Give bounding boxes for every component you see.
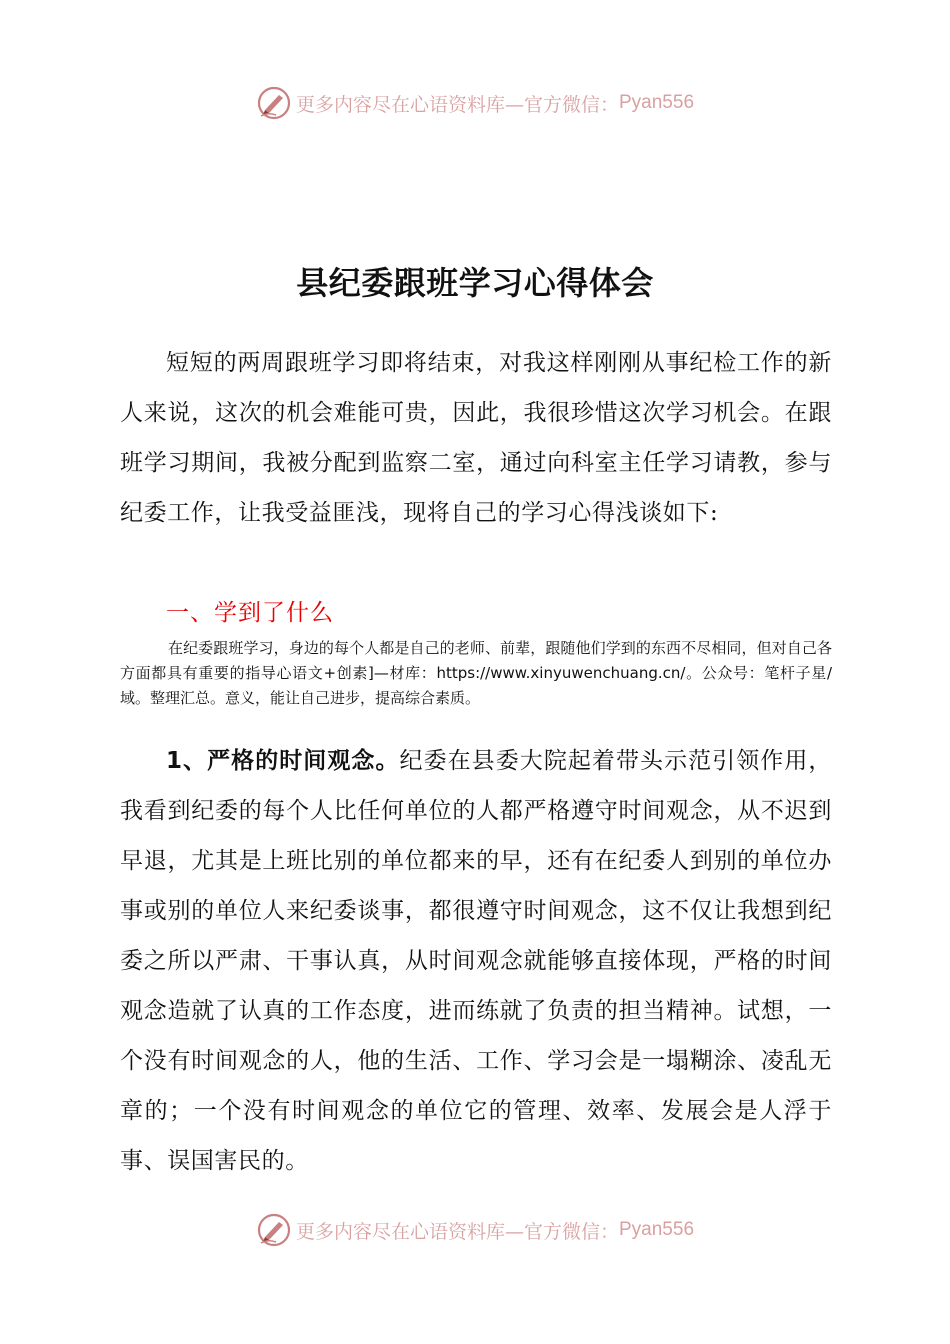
pen-logo-icon	[256, 1212, 292, 1248]
section-heading: 一、学到了什么	[166, 600, 334, 626]
pen-logo-icon	[256, 85, 292, 121]
footer-watermark	[0, 1208, 950, 1252]
document-title: 县纪委跟班学习心得体会	[296, 264, 654, 302]
intro-paragraph: 短短的两周跟班学习即将结束，对我这样刚刚从事纪检工作的新人来说，这次的机会难能可贵，因此，我很珍惜这次学习机会。在跟班学习期间，我被分配到监察二室，通过向科室主任学习请教，参与纪委工作，让我受益匪浅，现将自己的学习心得浅谈如下:	[120, 350, 832, 526]
section-paragraph-text: 在纪委跟班学习，身边的每个人都是自己的老师、前辈，跟随他们学到的东西不尽相同，但对自己各方面都具有重要的指导心语文+创素]—材库：https://www.xinyuwenchuang.cn/。公众号：笔杆子星/域。整理汇总。意义，能让自己进步，提高综合素质。	[120, 639, 832, 707]
section-paragraph	[120, 636, 832, 711]
header-watermark	[0, 81, 950, 125]
watermark-text: 更多内容尽在心语资料库—官方微信：	[295, 93, 619, 116]
watermark-wechat-id: Pyan556	[619, 92, 695, 113]
point-lead: 1、严格的时间观念。	[166, 748, 400, 774]
point-text: 纪委在县委大院起着带头示范引领作用，我看到纪委的每个人比任何单位的人都严格遵守时间观念，从不迟到早退，尤其是上班比别的单位都来的早，还有在纪委人到别的单位办事或别的单位人来纪委谈事，都很遵守时间观念，这不仅让我想到纪委之所以严肃、干事认真，从时间观念就能够直接体现，严格的时间观念造就了认真的工作态度，进而练就了负责的担当精神。试想，一个没有时间观念的人，他的生活、工作、学习会是一塌糊涂、凌乱无章的；一个没有时间观念的单位它的管理、效率、发展会是人浮于事、误国害民的。	[120, 748, 832, 1174]
watermark-text: 更多内容尽在心语资料库—官方微信：	[295, 1220, 619, 1243]
point-paragraph	[120, 736, 832, 1186]
watermark-wechat-id: Pyan556	[619, 1219, 695, 1240]
